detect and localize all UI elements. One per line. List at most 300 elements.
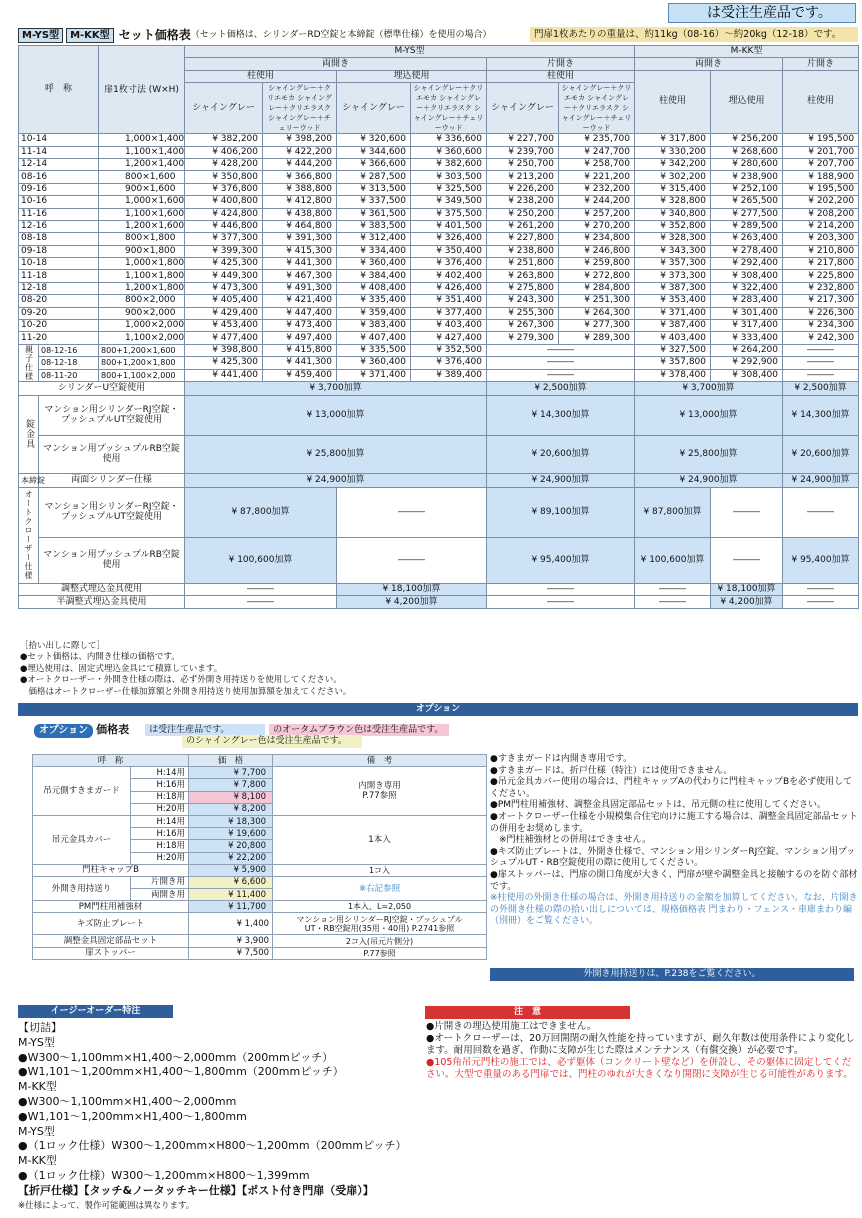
addon-price: ¥ 13,000加算 <box>635 395 783 435</box>
row-code: 11-16 <box>19 208 99 220</box>
option-notes <box>490 754 858 928</box>
price-cell: ¥ 284,800 <box>559 282 635 294</box>
oyako-label: 親子仕様 <box>19 344 39 381</box>
price-cell: ¥ 473,300 <box>185 282 263 294</box>
opt-col-note: 備 考 <box>273 755 487 767</box>
addon-price: ¥ 4,200加算 <box>711 596 783 608</box>
price-cell: ¥ 359,400 <box>337 307 411 319</box>
option-row <box>33 815 487 827</box>
table-row <box>19 196 859 208</box>
option-size: H:20用 <box>131 852 189 864</box>
option-size: H:20用 <box>131 803 189 815</box>
table-row-oyako <box>19 369 859 381</box>
price-cell: ¥ 352,500 <box>411 344 487 356</box>
outer-bracket-link[interactable]: 外開き用持送りは、P.238をご覧ください。 <box>490 968 854 981</box>
row-code: 10-18 <box>19 258 99 270</box>
price-cell: ¥ 353,400 <box>635 295 711 307</box>
option-bullet: ●すきまガードは、折戸仕様（特注）には使用できません。 <box>490 765 733 776</box>
price-cell: ¥ 202,200 <box>783 196 859 208</box>
opt-col-name: 呼 称 <box>33 755 189 767</box>
caution-list <box>426 1021 858 1081</box>
easy-order-list <box>18 1021 438 1213</box>
option-row <box>33 935 487 947</box>
addon-price: ¥ 87,800加算 <box>185 487 337 537</box>
price-cell: ¥ 301,400 <box>711 307 783 319</box>
row-code: 12-16 <box>19 220 99 232</box>
price-cell: ¥ 256,200 <box>711 134 783 146</box>
price-cell: ¥ 336,600 <box>411 134 487 146</box>
price-cell: ¥ 402,400 <box>411 270 487 282</box>
rb-row-label: マンション用プッシュプルRB空錠使用 <box>39 435 185 473</box>
price-cell: ¥ 227,800 <box>487 233 559 245</box>
note-line: ●オートクローザー・外開き仕様の際は、必ず外開き用持送りを使用してください。 <box>20 675 342 686</box>
price-cell: ¥ 383,400 <box>337 320 411 332</box>
price-cell: ¥ 207,700 <box>783 158 859 170</box>
row-code: 09-18 <box>19 245 99 257</box>
price-cell: ¥ 473,400 <box>263 320 337 332</box>
option-size: H:16用 <box>131 779 189 791</box>
option-size: 両開き用 <box>131 889 189 901</box>
row-code: 08-11-20 <box>39 369 99 381</box>
dash-cell: ――― <box>487 369 635 381</box>
option-note: 1本入 <box>273 815 487 864</box>
opt-col-price: 価 格 <box>189 755 273 767</box>
option-price: ¥ 7,800 <box>189 779 273 791</box>
price-cell: ¥ 302,200 <box>635 171 711 183</box>
cyl-u-row <box>19 381 859 395</box>
row-code: 12-18 <box>19 282 99 294</box>
col-header-kk: M-KK型 <box>635 46 859 58</box>
price-cell: ¥ 391,300 <box>263 233 337 245</box>
option-size: H:18用 <box>131 840 189 852</box>
price-cell: ¥ 403,400 <box>635 332 711 344</box>
col-header-multi: シャイングレー＋クリエモカ シャイングレー＋クリエラスク シャイングレー＋チェリーウッド <box>263 83 337 134</box>
price-cell: ¥ 264,300 <box>559 307 635 319</box>
price-cell: ¥ 375,500 <box>411 208 487 220</box>
dash-cell: ――― <box>711 487 783 537</box>
dash-cell: ――― <box>783 344 859 356</box>
option-note: 2コ入(吊元片側分) <box>273 935 487 947</box>
price-cell: ¥ 268,600 <box>711 146 783 158</box>
title-note: （セット価格は、シリンダーRD空錠と本締錠（標準仕様）を使用の場合） <box>190 30 492 40</box>
auto-label: オートクローザー仕様 <box>19 487 39 583</box>
table-row <box>19 158 859 170</box>
addon-price: ¥ 95,400加算 <box>783 537 859 583</box>
ryomen-row-label: 両面シリンダー仕様 <box>39 473 185 487</box>
auto-rb-row <box>19 537 859 583</box>
price-cell: ¥ 428,200 <box>185 158 263 170</box>
table-row <box>19 258 859 270</box>
table-row <box>19 208 859 220</box>
price-cell: ¥ 337,500 <box>337 196 411 208</box>
option-header-row <box>33 755 487 767</box>
option-bullet: ●オートクローザー仕様を小規模集合住宅向けに施工する場合は、調整金具固定部品セットの併用をお奨めします。 <box>490 811 858 834</box>
dash-cell: ――― <box>337 487 487 537</box>
price-cell: ¥ 398,200 <box>263 134 337 146</box>
price-cell: ¥ 408,400 <box>337 282 411 294</box>
price-cell: ¥ 242,300 <box>783 332 859 344</box>
price-cell: ¥ 422,200 <box>263 146 337 158</box>
price-cell: ¥ 467,300 <box>263 270 337 282</box>
col-header-kk-hashira: 柱使用 <box>635 70 711 133</box>
addon-price: ¥ 3,700加算 <box>635 381 783 395</box>
option-price-table <box>32 754 487 960</box>
price-cell: ¥ 371,400 <box>337 369 411 381</box>
easy-order-line: ●W1,101～1,200mm×H1,400～1,800mm <box>18 1109 247 1123</box>
col-header-name: 呼 称 <box>19 46 99 134</box>
price-cell: ¥ 278,400 <box>711 245 783 257</box>
option-bullet: ●吊元金具カバー使用の場合は、門柱キャップAの代わりに門柱キャップBを必ず使用してください。 <box>490 777 853 799</box>
row-size: 900×1,800 <box>99 245 185 257</box>
caution-bar: 注 意 <box>425 1006 630 1019</box>
dash-cell: ――― <box>487 357 635 369</box>
price-cell: ¥ 330,200 <box>635 146 711 158</box>
price-cell: ¥ 195,500 <box>783 134 859 146</box>
option-price: ¥ 20,800 <box>189 840 273 852</box>
price-cell: ¥ 401,500 <box>411 220 487 232</box>
model-tag-kk: M-KK型 <box>66 28 114 43</box>
col-header-kk-kata: 柱使用 <box>783 70 859 133</box>
option-row <box>33 913 487 935</box>
price-cell: ¥ 217,800 <box>783 258 859 270</box>
price-cell: ¥ 427,400 <box>411 332 487 344</box>
col-header-ryo: 両開き <box>185 58 487 70</box>
table-row <box>19 245 859 257</box>
price-cell: ¥ 360,400 <box>337 258 411 270</box>
price-cell: ¥ 360,600 <box>411 146 487 158</box>
addon-price: ¥ 4,200加算 <box>337 596 487 608</box>
price-cell: ¥ 398,800 <box>185 344 263 356</box>
price-cell: ¥ 429,400 <box>185 307 263 319</box>
price-cell: ¥ 453,400 <box>185 320 263 332</box>
rj-row-label: マンション用シリンダーRJ空錠・プッシュプルUT空錠使用 <box>39 395 185 435</box>
table-row <box>19 220 859 232</box>
option-price: ¥ 3,900 <box>189 935 273 947</box>
row-code: 10-16 <box>19 196 99 208</box>
option-name: 外開き用持送り <box>33 876 131 900</box>
option-row <box>33 901 487 913</box>
price-cell: ¥ 289,300 <box>559 332 635 344</box>
row-code: 11-20 <box>19 332 99 344</box>
addon-price: ¥ 20,600加算 <box>783 435 859 473</box>
price-cell: ¥ 352,800 <box>635 220 711 232</box>
price-cell: ¥ 213,200 <box>487 171 559 183</box>
price-cell: ¥ 387,400 <box>635 320 711 332</box>
chosei-row <box>19 583 859 595</box>
price-cell: ¥ 376,400 <box>411 357 487 369</box>
row-size: 900×1,600 <box>99 183 185 195</box>
addon-price: ¥ 13,000加算 <box>185 395 487 435</box>
han-row <box>19 596 859 608</box>
row-code: 08-20 <box>19 295 99 307</box>
price-cell: ¥ 444,200 <box>263 158 337 170</box>
price-cell: ¥ 232,800 <box>783 282 859 294</box>
row-size: 1,200×1,600 <box>99 220 185 232</box>
col-header-multi: シャイングレー＋クリエモカ シャイングレー＋クリエラスク シャイングレー＋チェリーウッド <box>411 83 487 134</box>
row-code: 08-16 <box>19 171 99 183</box>
price-cell: ¥ 308,400 <box>711 369 783 381</box>
price-cell: ¥ 226,200 <box>487 183 559 195</box>
price-cell: ¥ 258,700 <box>559 158 635 170</box>
price-cell: ¥ 210,800 <box>783 245 859 257</box>
price-cell: ¥ 217,300 <box>783 295 859 307</box>
price-cell: ¥ 425,300 <box>185 357 263 369</box>
price-cell: ¥ 251,800 <box>487 258 559 270</box>
rb-row <box>19 435 859 473</box>
row-code: 10-14 <box>19 134 99 146</box>
option-bullet: ●PM門柱用補強材、調整金具固定部品セットは、吊元側の柱に使用してください。 <box>490 800 827 811</box>
dash-cell: ――― <box>487 583 635 595</box>
ryomen-row <box>19 473 859 487</box>
row-code: 08-18 <box>19 233 99 245</box>
option-name: 吊元金具カバー <box>33 815 131 864</box>
price-cell: ¥ 226,300 <box>783 307 859 319</box>
price-cell: ¥ 406,200 <box>185 146 263 158</box>
price-cell: ¥ 239,700 <box>487 146 559 158</box>
option-price: ¥ 8,100 <box>189 791 273 803</box>
option-price: ¥ 11,700 <box>189 901 273 913</box>
addon-price: ¥ 100,600加算 <box>185 537 337 583</box>
price-cell: ¥ 275,800 <box>487 282 559 294</box>
price-cell: ¥ 308,400 <box>711 270 783 282</box>
price-cell: ¥ 225,800 <box>783 270 859 282</box>
addon-price: ¥ 25,800加算 <box>635 435 783 473</box>
dash-cell: ――― <box>635 596 711 608</box>
auto-rj-label: マンション用シリンダーRJ空錠・プッシュプルUT空錠使用 <box>39 487 185 537</box>
price-cell: ¥ 366,800 <box>263 171 337 183</box>
row-code: 08-12-18 <box>39 357 99 369</box>
option-row <box>33 947 487 959</box>
col-header-hashira-kata: 柱使用 <box>487 70 635 82</box>
row-size: 1,000×1,400 <box>99 134 185 146</box>
row-size: 800×1,600 <box>99 171 185 183</box>
price-cell: ¥ 491,300 <box>263 282 337 294</box>
price-cell: ¥ 214,200 <box>783 220 859 232</box>
option-row <box>33 876 487 888</box>
price-cell: ¥ 388,800 <box>263 183 337 195</box>
notes <box>20 641 860 698</box>
auto-rb-label: マンション用プッシュプルRB空錠使用 <box>39 537 185 583</box>
row-size: 1,100×1,400 <box>99 146 185 158</box>
price-cell: ¥ 399,300 <box>185 245 263 257</box>
easy-order-line: ●（1ロック仕様）W300～1,200mm×H800～1,200mm（200mmピッチ） <box>18 1139 407 1153</box>
addon-price: ¥ 14,300加算 <box>487 395 635 435</box>
addon-price: ¥ 89,100加算 <box>487 487 635 537</box>
caution-red: ●105角吊元門柱の施工では、必ず躯体（コンクリート壁など）を併設し、その躯体に固定してください。大型で重量のある門扉では、門柱のゆれが大きくなり開閉に支障が生じる可能性があります。 <box>426 1057 853 1080</box>
price-cell: ¥ 373,300 <box>635 270 711 282</box>
price-cell: ¥ 424,800 <box>185 208 263 220</box>
table-row <box>19 134 859 146</box>
table-row <box>19 146 859 158</box>
table-row <box>19 332 859 344</box>
price-cell: ¥ 342,200 <box>635 158 711 170</box>
easy-order-line: ●W300～1,100mm×H1,400～2,000mm（200mmピッチ） <box>18 1050 334 1064</box>
price-cell: ¥ 232,200 <box>559 183 635 195</box>
option-title: 価格表 <box>96 723 130 736</box>
lock-label: 錠金具 <box>19 395 39 473</box>
han-row-label: 半調整式埋込金具使用 <box>19 596 185 608</box>
row-size: 800+1,100×2,000 <box>99 369 185 381</box>
option-price: ¥ 22,200 <box>189 852 273 864</box>
price-cell: ¥ 328,800 <box>635 196 711 208</box>
option-section-bar: オプション <box>18 703 858 716</box>
dash-cell: ――― <box>783 487 859 537</box>
price-cell: ¥ 387,300 <box>635 282 711 294</box>
price-cell: ¥ 384,400 <box>337 270 411 282</box>
price-cell: ¥ 283,400 <box>711 295 783 307</box>
price-cell: ¥ 277,500 <box>711 208 783 220</box>
price-cell: ¥ 335,500 <box>337 344 411 356</box>
price-cell: ¥ 188,900 <box>783 171 859 183</box>
price-cell: ¥ 265,500 <box>711 196 783 208</box>
price-cell: ¥ 351,400 <box>411 295 487 307</box>
price-cell: ¥ 238,800 <box>487 245 559 257</box>
price-cell: ¥ 382,600 <box>411 158 487 170</box>
row-code: 09-16 <box>19 183 99 195</box>
made-to-order-legend: は受注生産品です。 <box>668 3 856 23</box>
price-cell: ¥ 289,500 <box>711 220 783 232</box>
option-price: ¥ 5,900 <box>189 864 273 876</box>
price-cell: ¥ 246,800 <box>559 245 635 257</box>
price-cell: ¥ 257,200 <box>559 208 635 220</box>
option-row <box>33 767 487 779</box>
option-price: ¥ 7,700 <box>189 767 273 779</box>
addon-price: ¥ 2,500加算 <box>783 381 859 395</box>
option-bullet: ※門柱補強材との併用はできません。 <box>490 835 652 846</box>
easy-order-line: ●W1,101～1,200mm×H1,400～1,800mm（200mmピッチ） <box>18 1065 344 1079</box>
price-cell: ¥ 357,300 <box>635 258 711 270</box>
chosei-row-label: 調整式埋込金具使用 <box>19 583 185 595</box>
price-cell: ¥ 333,400 <box>711 332 783 344</box>
row-size: 800×1,800 <box>99 233 185 245</box>
col-header-ys: M-YS型 <box>185 46 635 58</box>
option-badge: オプション <box>34 724 93 738</box>
option-note: P.77参照 <box>273 947 487 959</box>
row-size: 1,100×1,800 <box>99 270 185 282</box>
dash-cell: ――― <box>783 369 859 381</box>
price-cell: ¥ 326,400 <box>411 233 487 245</box>
row-code: 09-20 <box>19 307 99 319</box>
price-cell: ¥ 267,300 <box>487 320 559 332</box>
price-cell: ¥ 421,400 <box>263 295 337 307</box>
option-name: キズ防止プレート <box>33 913 189 935</box>
price-cell: ¥ 441,300 <box>263 357 337 369</box>
option-size: H:14用 <box>131 815 189 827</box>
price-cell: ¥ 400,800 <box>185 196 263 208</box>
price-cell: ¥ 251,300 <box>559 295 635 307</box>
option-size: H:18用 <box>131 791 189 803</box>
col-header-shine: シャイングレー <box>487 83 559 134</box>
addon-price: ¥ 87,800加算 <box>635 487 711 537</box>
addon-price: ¥ 24,900加算 <box>185 473 487 487</box>
price-cell: ¥ 366,600 <box>337 158 411 170</box>
price-cell: ¥ 322,400 <box>711 282 783 294</box>
col-header-multi: シャイングレー＋クリエモカ シャイングレー＋クリエラスク シャイングレー＋チェリーウッド <box>559 83 635 134</box>
price-cell: ¥ 464,800 <box>263 220 337 232</box>
price-cell: ¥ 377,300 <box>185 233 263 245</box>
row-size: 1,200×1,800 <box>99 282 185 294</box>
easy-order-line: M-KK型 <box>18 1080 57 1094</box>
honjime-label: 本締錠 <box>19 473 39 487</box>
row-size: 800+1,200×1,800 <box>99 357 185 369</box>
price-cell: ¥ 250,200 <box>487 208 559 220</box>
row-size: 1,000×1,600 <box>99 196 185 208</box>
option-name: 門柱キャップB <box>33 864 189 876</box>
price-cell: ¥ 441,300 <box>263 258 337 270</box>
option-size: H:14用 <box>131 767 189 779</box>
row-code: 11-18 <box>19 270 99 282</box>
model-tag-ys: M-YS型 <box>18 28 63 43</box>
note-line: ［拾い出しに際して］ <box>20 641 106 651</box>
price-cell: ¥ 376,800 <box>185 183 263 195</box>
price-cell: ¥ 403,400 <box>411 320 487 332</box>
option-bullet: ●すきまガードは内開き専用です。 <box>490 754 633 764</box>
table-row <box>19 183 859 195</box>
price-cell: ¥ 227,700 <box>487 134 559 146</box>
easy-order-note: ※仕様によって、製作可能範囲は異なります。 <box>18 1200 195 1211</box>
legend-pink: のオータムブラウン色は受注生産品です。 <box>269 724 449 736</box>
table-row <box>19 307 859 319</box>
row-code: 11-14 <box>19 146 99 158</box>
price-cell: ¥ 459,400 <box>263 369 337 381</box>
easy-order-line: 【切詰】 <box>18 1021 62 1034</box>
price-cell: ¥ 426,400 <box>411 282 487 294</box>
row-size: 900×2,000 <box>99 307 185 319</box>
option-note: ※右記参照 <box>273 876 487 900</box>
easy-order-bar: イージーオーダー特注 <box>18 1005 173 1018</box>
price-cell: ¥ 279,300 <box>487 332 559 344</box>
option-size: H:16用 <box>131 828 189 840</box>
addon-price: ¥ 100,600加算 <box>635 537 711 583</box>
addon-price: ¥ 24,900加算 <box>635 473 783 487</box>
option-price: ¥ 1,400 <box>189 913 273 935</box>
price-cell: ¥ 325,500 <box>411 183 487 195</box>
page-title: セット価格表 <box>118 28 191 42</box>
price-cell: ¥ 371,400 <box>635 307 711 319</box>
price-cell: ¥ 208,200 <box>783 208 859 220</box>
row-code: 08-12-16 <box>39 344 99 356</box>
price-cell: ¥ 497,400 <box>263 332 337 344</box>
price-cell: ¥ 357,800 <box>635 357 711 369</box>
option-note: 1本入、L=2,050 <box>273 901 487 913</box>
price-cell: ¥ 292,900 <box>711 357 783 369</box>
row-size: 1,000×1,800 <box>99 258 185 270</box>
option-note: 内開き専用 P.77参照 <box>273 767 487 816</box>
col-header-size: 扉1枚寸法 (W×H) <box>99 46 185 134</box>
price-cell: ¥ 415,300 <box>263 245 337 257</box>
price-cell: ¥ 405,400 <box>185 295 263 307</box>
col-header-kk-umekomi: 埋込使用 <box>711 70 783 133</box>
table-row <box>19 295 859 307</box>
row-code: 12-14 <box>19 158 99 170</box>
legend-yellow: のシャイングレー色は受注生産品です。 <box>182 735 362 748</box>
row-size: 1,100×1,600 <box>99 208 185 220</box>
price-cell: ¥ 449,300 <box>185 270 263 282</box>
price-cell: ¥ 203,300 <box>783 233 859 245</box>
row-size: 1,100×2,000 <box>99 332 185 344</box>
easy-order-line: M-YS型 <box>18 1124 55 1138</box>
price-cell: ¥ 320,600 <box>337 134 411 146</box>
price-cell: ¥ 250,700 <box>487 158 559 170</box>
price-cell: ¥ 280,600 <box>711 158 783 170</box>
price-cell: ¥ 270,200 <box>559 220 635 232</box>
rj-row <box>19 395 859 435</box>
dash-cell: ――― <box>783 583 859 595</box>
dash-cell: ――― <box>487 344 635 356</box>
table-row <box>19 233 859 245</box>
addon-price: ¥ 20,600加算 <box>487 435 635 473</box>
addon-price: ¥ 18,100加算 <box>711 583 783 595</box>
